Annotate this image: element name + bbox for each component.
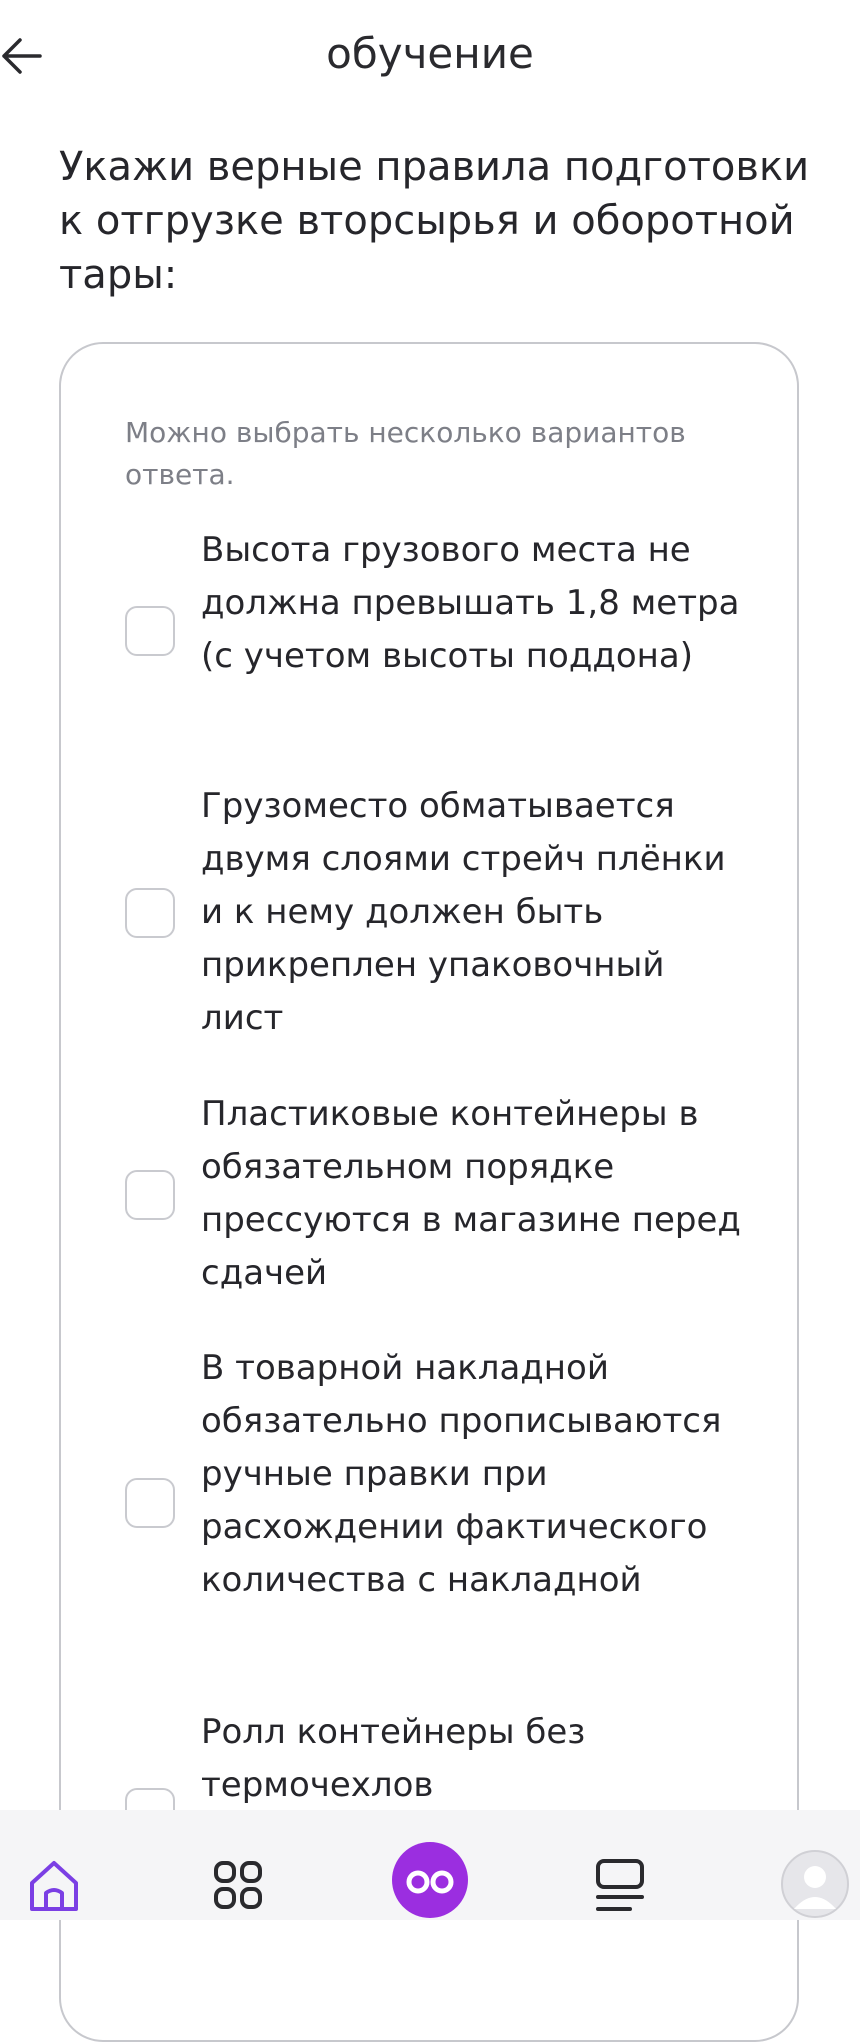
nav-center[interactable] [380,1810,480,1920]
page-title: обучение [326,29,534,78]
nav-profile[interactable] [770,1810,860,1920]
option-label: Пластиковые контейнеры в обязательном порядке прессуются в магазине перед сдачей [201,1094,741,1293]
nav-home[interactable] [6,1810,102,1920]
nav-catalog[interactable] [190,1810,286,1920]
grid-icon [210,1857,266,1913]
answer-option-3[interactable] [61,1088,797,1308]
avatar-icon [780,1849,850,1919]
answer-option-2[interactable] [61,780,797,1050]
home-icon [24,1855,84,1915]
option-label: Грузоместо обматывается двумя слоями стрейч плёнки и к нему должен быть прикреплен упаковочный лист [201,786,726,1038]
question-text: Укажи верные правила подготовки к отгрузке вторсырья и оборотной тары: [59,144,810,298]
answer-option-4[interactable] [61,1342,797,1672]
option-label: Ролл контейнеры без термочехлов [201,1712,586,1805]
multi-select-hint: Можно выбрать несколько вариантов ответа. [125,416,686,491]
answer-option-1[interactable] [61,524,797,764]
nav-tasks[interactable] [570,1810,670,1920]
bottom-nav [0,1810,860,1920]
top-bar [0,0,860,112]
option-checkbox[interactable] [125,606,175,656]
option-checkbox[interactable] [125,1478,175,1528]
option-label: Высота грузового места не должна превышать 1,8 метра (с учетом высоты поддона) [201,530,740,676]
option-label: В товарной накладной обязательно прописываются ручные правки при расхождении фактического количества с накладной [201,1348,722,1600]
list-icon [590,1855,650,1915]
option-checkbox[interactable] [125,888,175,938]
option-checkbox[interactable] [125,1170,175,1220]
infinity-icon [390,1840,470,1920]
answers-card [59,342,799,2042]
